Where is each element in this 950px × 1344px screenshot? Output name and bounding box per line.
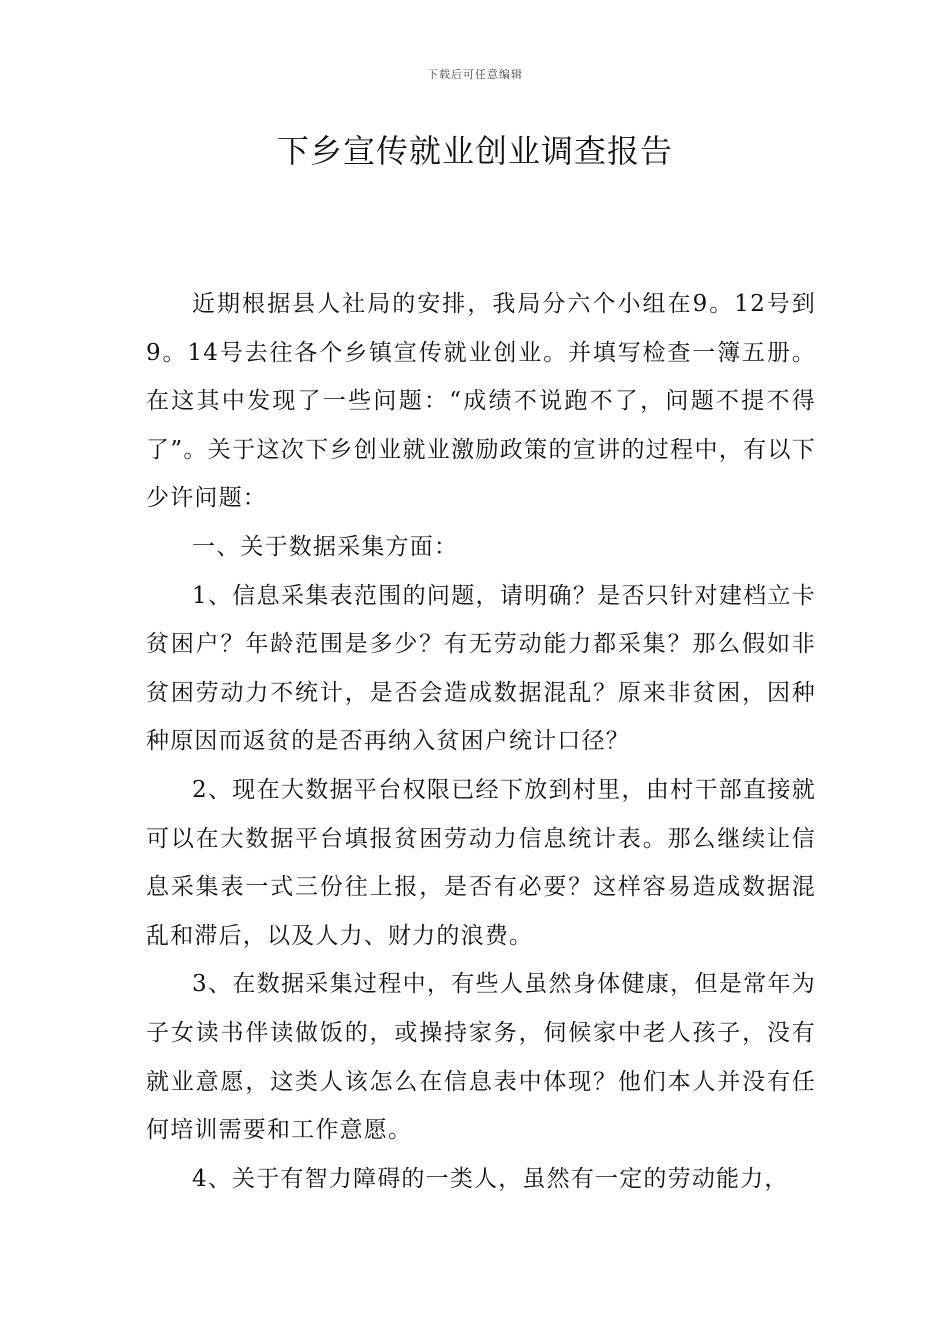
paragraph-intro: 近期根据县人社局的安排，我局分六个小组在9。12号到9。14号去往各个乡镇宣传就业创业。并填写检查一簿五册。在这其中发现了一些问题：“成绩不说跑不了，问题不提不得了”。关于这次下乡创业就业激励政策的宣讲的过程中，有以下少许问题： — [146, 291, 816, 512]
paragraph-item-4: 4、关于有智力障碍的一类人，虽然有一定的劳动能力， — [192, 1165, 789, 1192]
paragraph-item-2: 2、现在大数据平台权限已经下放到村里，由村干部直接就可以在大数据平台填报贫困劳动力信息统计表。那么继续让信息采集表一式三份往上报，是否有必要？这样容易造成数据混乱和滞后，以及人力、财力的浪费。 — [146, 776, 816, 949]
header-note: 下载后可任意编辑 — [427, 68, 523, 81]
paragraph-item-3: 3、在数据采集过程中，有些人虽然身体健康，但是常年为子女读书伴读做饭的，或操持家务，伺候家中老人孩子，没有就业意愿，这类人该怎么在信息表中体现？他们本人并没有任何培训需要和工作意愿。 — [146, 971, 816, 1144]
paragraph-section-heading: 一、关于数据采集方面： — [192, 533, 459, 560]
document-body — [146, 280, 816, 1203]
document-title: 下乡宣传就业创业调查报告 — [276, 132, 673, 170]
paragraph-item-1: 1、信息采集表范围的问题，请明确？是否只针对建档立卡贫困户？年龄范围是多少？有无劳动能力都采集？那么假如非贫困劳动力不统计，是否会造成数据混乱？原来非贫困，因种种原因而返贫的是否再纳入贫困户统计口径？ — [146, 582, 816, 755]
